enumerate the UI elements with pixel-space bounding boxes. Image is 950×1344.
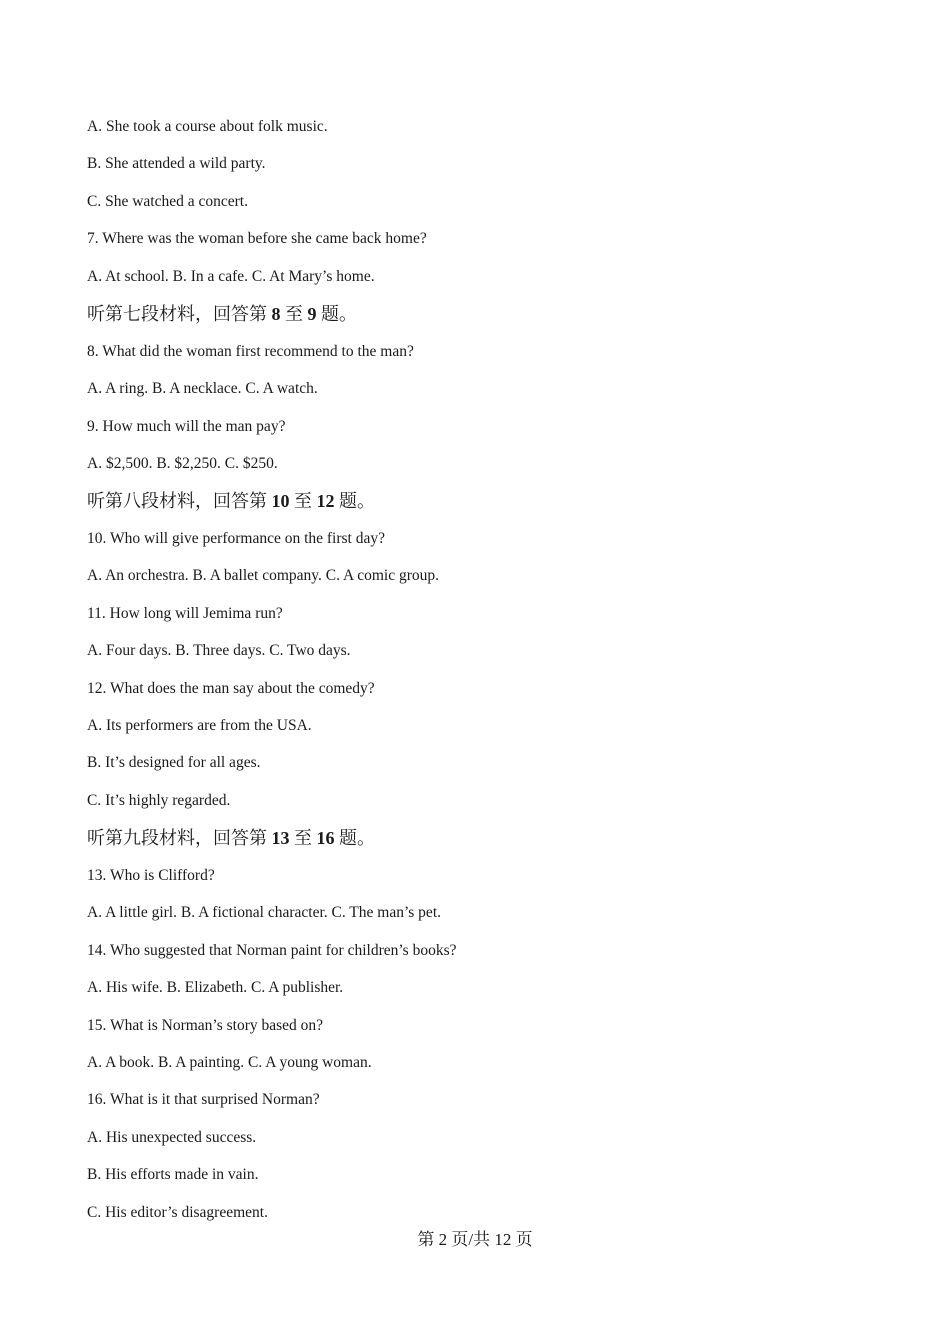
question-line: 9. How much will the man pay? [87,417,286,435]
heading-text: 题。 [334,491,375,512]
heading-number: 16 [316,828,335,849]
heading-text: 听第九段材料，回答第 [87,828,272,849]
heading-number: 9 [307,304,317,325]
question-line: 7. Where was the woman before she came back home? [87,230,427,248]
question-line: 8. What did the woman first recommend to the man? [87,342,414,360]
option-line: A. She took a course about folk music. [87,118,328,135]
heading-text: 题。 [334,828,375,849]
heading-text: 题。 [316,304,357,325]
option-line: A. A book. B. A painting. C. A young woman. [87,1053,372,1071]
question-line: 14. Who suggested that Norman paint for children’s books? [87,941,457,959]
heading-number: 8 [271,304,281,325]
heading-number: 13 [271,828,290,849]
question-line: 13. Who is Clifford? [87,866,215,884]
question-line: 15. What is Norman’s story based on? [87,1016,324,1034]
question-line: 16. What is it that surprised Norman? [87,1091,320,1109]
heading-text: 听第七段材料，回答第 [87,304,272,325]
option-line: A. His wife. B. Elizabeth. C. A publisher. [87,979,344,997]
page-content [87,114,887,1237]
section-heading [87,488,887,525]
heading-text: 至 [289,491,317,512]
option-line: A. $2,500. B. $2,250. C. $250. [87,454,278,472]
section-heading [87,825,887,862]
option-line: A. A little girl. B. A fictional character. C. The man’s pet. [87,904,441,922]
option-line: C. His editor’s disagreement. [87,1203,268,1221]
option-line: B. She attended a wild party. [87,155,266,173]
option-line: B. His efforts made in vain. [87,1166,259,1184]
heading-number: 10 [271,491,290,512]
question-line: 11. How long will Jemima run? [87,604,283,622]
heading-text: 至 [280,304,308,325]
option-line: A. An orchestra. B. A ballet company. C. A comic group. [87,567,439,585]
page-footer: 第 2 页/共 12 页 [417,1230,533,1249]
section-heading [87,301,887,338]
option-line: A. Four days. B. Three days. C. Two days. [87,642,351,660]
option-line: A. A ring. B. A necklace. C. A watch. [87,380,318,398]
option-line: A. Its performers are from the USA. [87,717,312,734]
heading-number: 12 [316,491,335,512]
option-line: C. She watched a concert. [87,192,248,210]
option-line: C. It’s highly regarded. [87,791,231,809]
option-line: A. At school. B. In a cafe. C. At Mary’s home. [87,267,375,285]
question-line: 12. What does the man say about the comedy? [87,679,375,697]
option-line: A. His unexpected success. [87,1128,257,1146]
heading-text: 至 [289,828,317,849]
heading-text: 听第八段材料，回答第 [87,491,272,512]
question-line: 10. Who will give performance on the first day? [87,529,385,547]
option-line: B. It’s designed for all ages. [87,754,261,772]
